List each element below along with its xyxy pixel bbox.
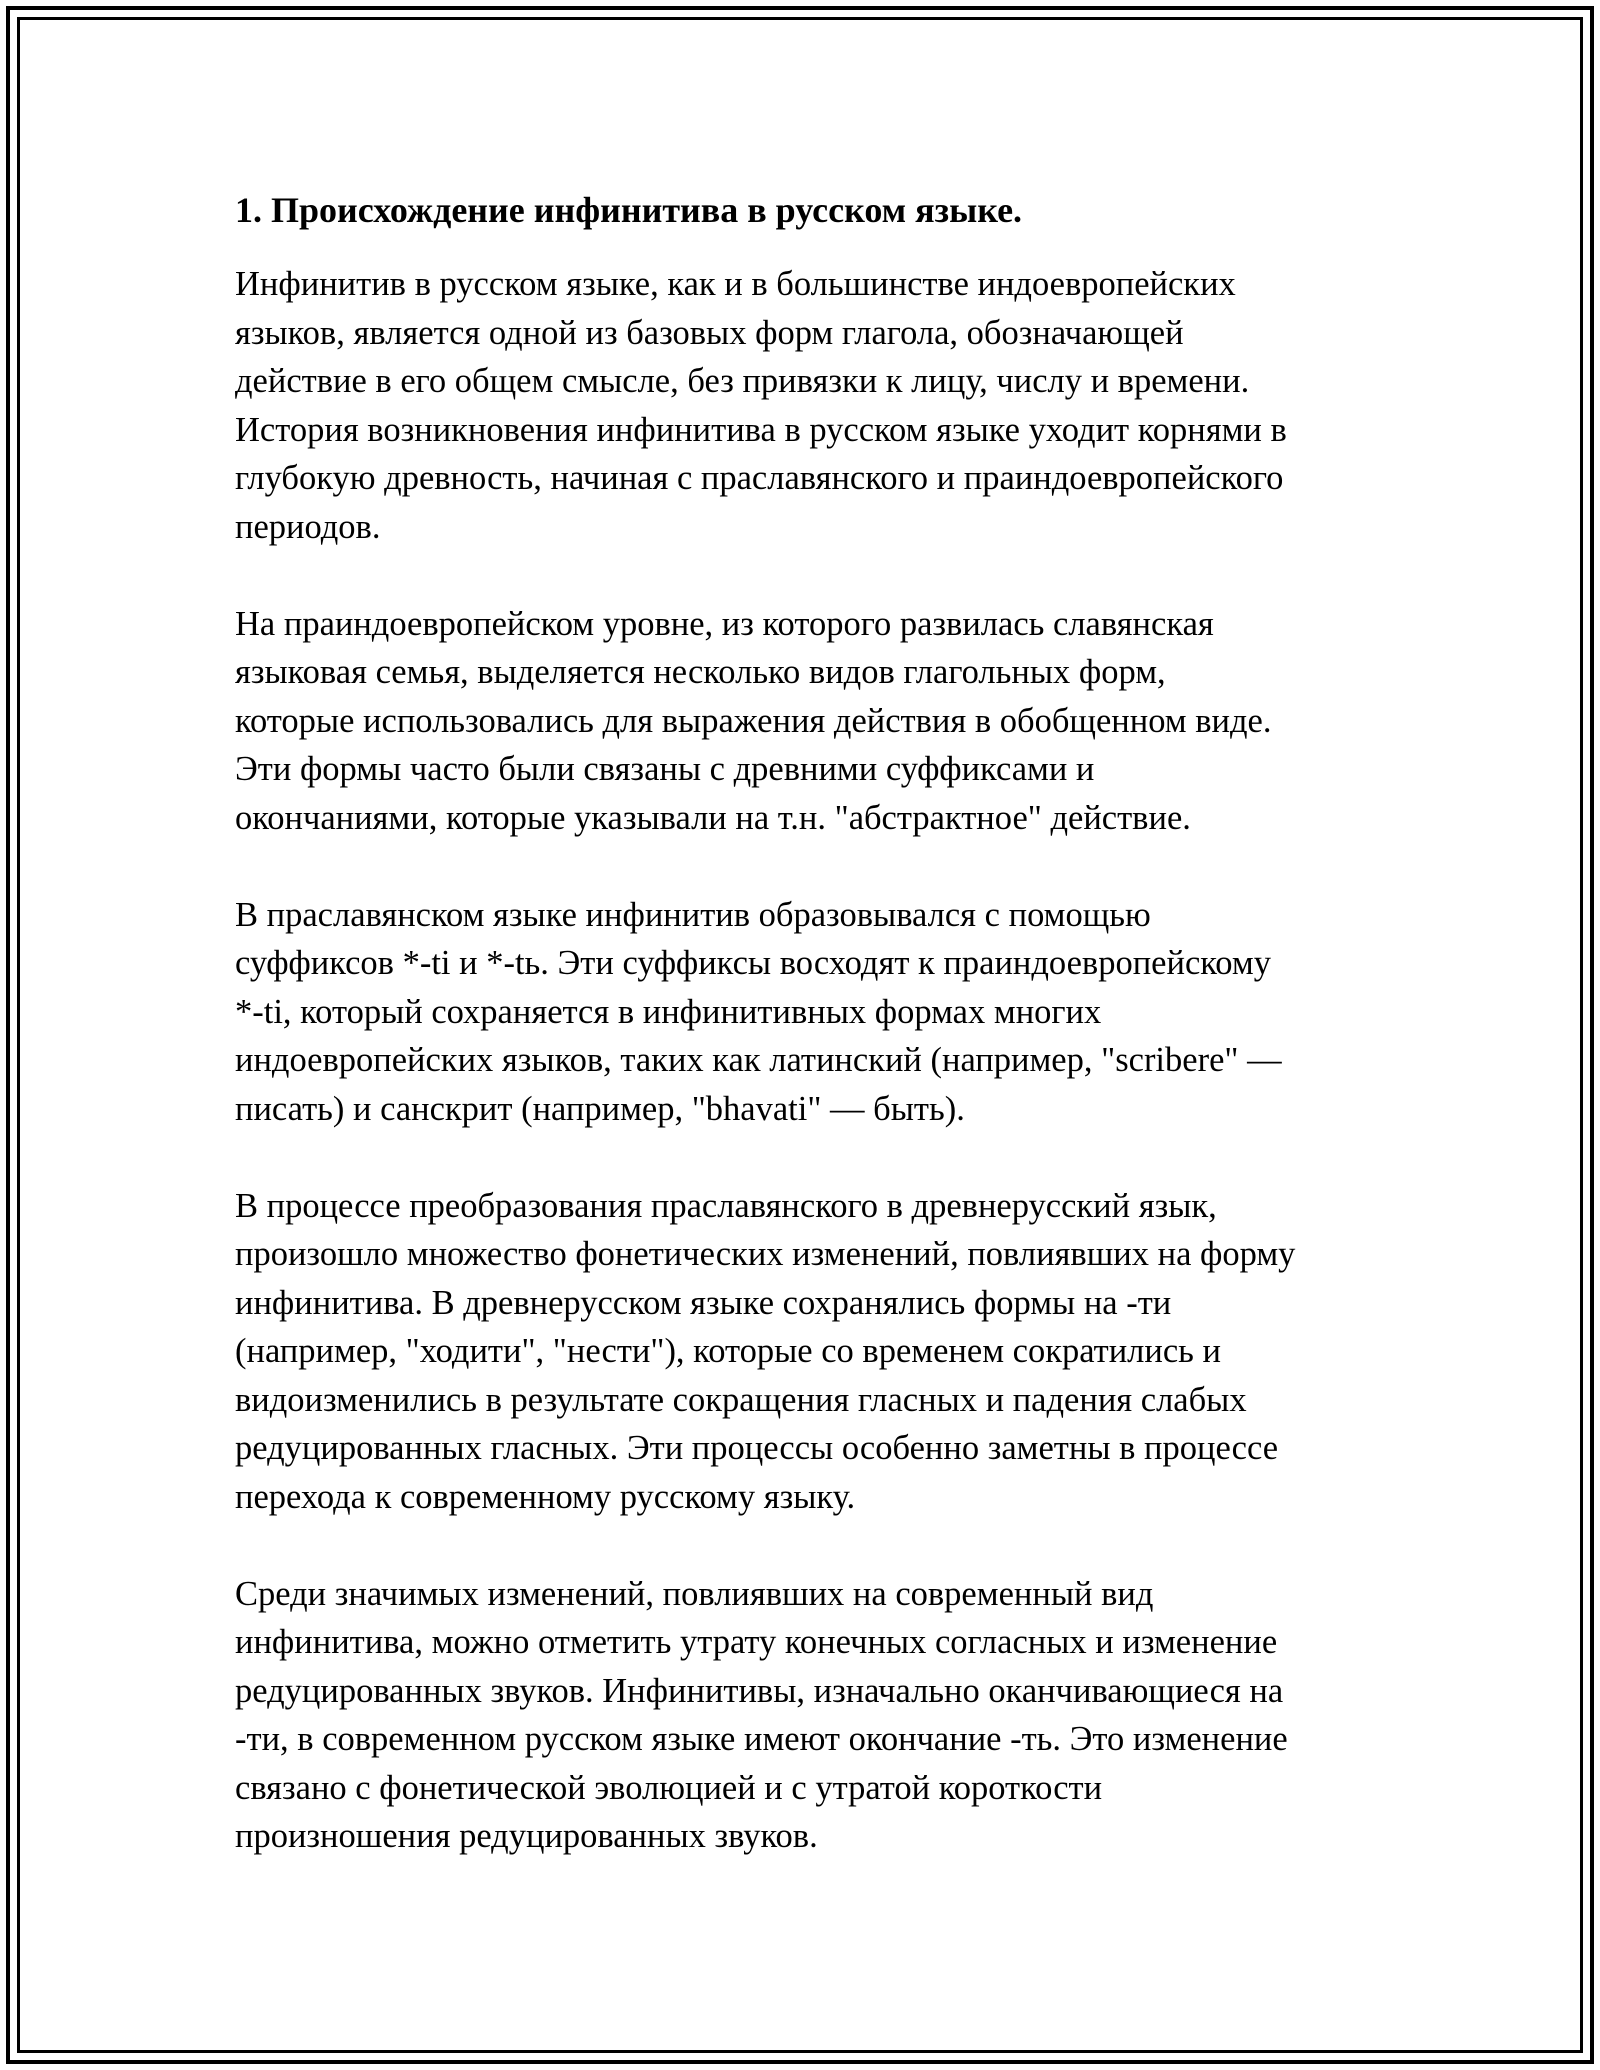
text-line: редуцированных звуков. Инфинитивы, изначально оканчивающиеся на: [235, 1671, 1284, 1710]
text-line: перехода к современному русскому языку.: [235, 1477, 856, 1516]
text-line: Эти формы часто были связаны с древними суффиксами и: [235, 750, 1095, 788]
paragraph-3: [235, 891, 1385, 1134]
paragraph-1: [235, 260, 1385, 551]
text-line: *-ti, который сохраняется в инфинитивных формах многих: [235, 992, 1102, 1031]
text-line: действие в его общем смысле, без привязки к лицу, числу и времени.: [235, 362, 1250, 400]
text-line: суффиксов *-ti и *-tь. Эти суффиксы восходят к праиндоевропейскому: [235, 944, 1271, 982]
text-line: связано с фонетической эволюцией и с утратой короткости: [235, 1768, 1103, 1807]
text-line: инфинитива, можно отметить утрату конечных согласных и изменение: [235, 1623, 1278, 1661]
text-line: которые использовались для выражения действия в обобщенном виде.: [235, 701, 1272, 740]
paragraph-2: [235, 600, 1385, 843]
text-line: (например, "ходити", "нести"), которые со временем сократились и: [235, 1332, 1221, 1370]
text-line: инфинитива. В древнерусском языке сохранялись формы на -ти: [235, 1283, 1172, 1322]
text-line: В праславянском языке инфинитив образовывался с помощью: [235, 895, 1151, 934]
text-line: языковая семья, выделяется несколько видов глагольных форм,: [235, 653, 1166, 691]
section-heading: 1. Происхождение инфинитива в русском языке.: [235, 190, 1023, 230]
text-line: Среди значимых изменений, повлиявших на современный вид: [235, 1574, 1154, 1613]
text-line: окончаниями, которые указывали на т.н. "абстрактное" действие.: [235, 798, 1191, 837]
text-line: Инфинитив в русском языке, как и в большинстве индоевропейских: [235, 265, 1236, 303]
document-body: [235, 186, 1385, 1909]
text-line: периодов.: [235, 507, 381, 546]
text-line: История возникновения инфинитива в русском языке уходит корнями в: [235, 410, 1287, 449]
text-line: редуцированных гласных. Эти процессы особенно заметны в процессе: [235, 1429, 1279, 1467]
paragraph-4: [235, 1182, 1385, 1522]
text-line: произошло множество фонетических изменений, повлиявших на форму: [235, 1235, 1296, 1273]
text-line: видоизменились в результате сокращения гласных и падения слабых: [235, 1380, 1247, 1419]
text-line: На праиндоевропейском уровне, из которого развилась славянская: [235, 604, 1214, 643]
text-line: писать) и санскрит (например, "bhavati" — быть).: [235, 1089, 965, 1128]
text-line: глубокую древность, начиная с праславянского и праиндоевропейского: [235, 459, 1284, 497]
text-line: языков, является одной из базовых форм глагола, обозначающей: [235, 313, 1184, 352]
paragraph-5: [235, 1570, 1385, 1861]
text-line: -ти, в современном русском языке имеют окончание -ть. Это изменение: [235, 1720, 1288, 1758]
text-line: произношения редуцированных звуков.: [235, 1817, 818, 1855]
text-line: индоевропейских языков, таких как латинский (например, "scribere" —: [235, 1041, 1282, 1079]
text-line: В процессе преобразования праславянского в древнерусский язык,: [235, 1186, 1217, 1225]
